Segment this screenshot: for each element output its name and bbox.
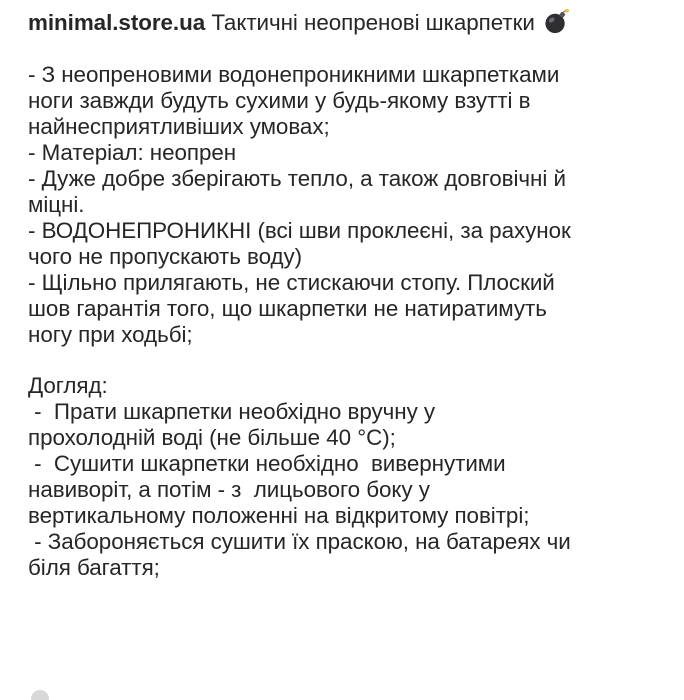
caption-line: ноги завжди будуть сухими у будь-якому взутті в <box>28 88 531 113</box>
caption-line: - З неопреновими водонепроникними шкарпетками <box>28 62 560 87</box>
next-item-avatar <box>31 690 49 700</box>
caption-line: - Матеріал: неопрен <box>28 140 237 165</box>
caption-spacer <box>28 348 668 373</box>
caption-line: - Щільно прилягають, не стискаючи стопу. Плоский <box>28 270 555 295</box>
caption-line: чого не пропускають воду) <box>28 244 303 269</box>
caption-line: ногу при ходьбі; <box>28 322 193 347</box>
caption-body <box>28 62 668 581</box>
caption-line: шов гарантія того, що шкарпетки не натиратимуть <box>28 296 547 321</box>
caption-title: Тактичні неопренові шкарпетки <box>211 10 535 35</box>
care-line: - Забороняється сушити їх праскою, на батареях чи <box>28 529 571 554</box>
caption-line: міцні. <box>28 192 85 217</box>
care-line: вертикальному положенні на відкритому повітрі; <box>28 503 530 528</box>
caption-line: - Дуже добре зберігають тепло, а також довговічні й <box>28 166 566 191</box>
post-caption <box>28 0 668 581</box>
care-line: навиворіт, а потім - з лицьового боку у <box>28 477 430 502</box>
care-line: біля багаття; <box>28 555 160 580</box>
care-line: прохолодній воді (не більше 40 °C); <box>28 425 396 450</box>
care-line: - Сушити шкарпетки необхідно вивернутими <box>28 451 506 476</box>
username-link[interactable]: minimal.store.ua <box>28 10 206 35</box>
caption-line: найнесприятливіших умовах; <box>28 114 330 139</box>
care-heading: Догляд: <box>28 373 108 398</box>
caption-header <box>28 8 668 36</box>
bomb-icon <box>543 8 570 35</box>
care-line: - Прати шкарпетки необхідно вручну у <box>28 399 436 424</box>
caption-line: - ВОДОНЕПРОНИКНІ (всі шви проклеєні, за рахунок <box>28 218 571 243</box>
